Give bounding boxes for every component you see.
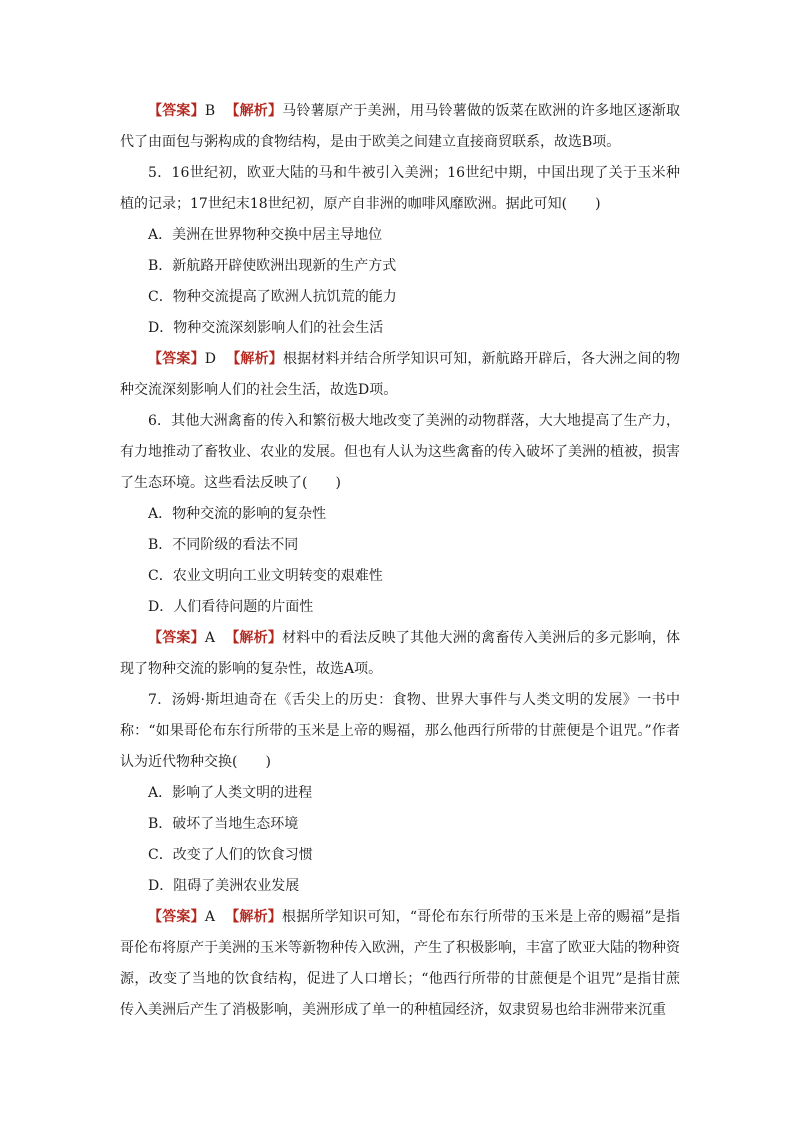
analysis-label: 【解析】 xyxy=(225,630,283,646)
answer-letter: A xyxy=(204,909,215,925)
question-option: B．新航路开辟使欧洲出现新的生产方式 xyxy=(148,258,397,274)
question-option: D．物种交流深刻影响人们的社会生活 xyxy=(148,320,384,336)
answer-label: 【答案】 xyxy=(148,909,205,925)
question-option: B．不同阶级的看法不同 xyxy=(148,537,299,553)
document-content xyxy=(120,96,680,1026)
answer-label: 【答案】 xyxy=(148,351,205,367)
answer-label: 【答案】 xyxy=(148,630,205,646)
answer-letter: D xyxy=(204,351,216,367)
answer-paragraph xyxy=(120,623,680,685)
analysis-label: 【解析】 xyxy=(225,103,283,119)
analysis-label: 【解析】 xyxy=(224,909,282,925)
question-option: C．农业文明向工业文明转变的艰难性 xyxy=(148,568,383,584)
answer-letter: A xyxy=(204,630,215,646)
question-option: B．破坏了当地生态环境 xyxy=(148,816,299,832)
answer-paragraph xyxy=(120,344,680,406)
question-option: C．物种交流提高了欧洲人抗饥荒的能力 xyxy=(148,289,397,305)
analysis-text: 根据所学知识可知，“哥伦布东行所带的玉米是上帝的赐福”是指哥伦布将原产于美洲的玉米等新物种传入欧洲，产生了积极影响，丰富了欧亚大陆的物种资源，改变了当地的饮食结构，促进了人口增长；“他西行所带的甘蔗便是个诅咒”是指甘蔗传入美洲后产生了消极影响，美洲形成了单一的种植园经济，奴隶贸易也给非洲带来沉重 xyxy=(120,909,681,1018)
question-option: D．人们看待问题的片面性 xyxy=(148,599,314,615)
question-option: C．改变了人们的饮食习惯 xyxy=(148,847,313,863)
question-stem: 5．16世纪初，欧亚大陆的马和牛被引入美洲；16世纪中期，中国出现了关于玉米种植的记录；17世纪末18世纪初，原产自非洲的咖啡风靡欧洲。据此可知( ) xyxy=(120,165,680,212)
analysis-text: 材料中的看法反映了其他大洲的禽畜传入美洲后的多元影响，体现了物种交流的影响的复杂性，故选A项。 xyxy=(120,630,680,677)
question-stem: 7．汤姆·斯坦迪奇在《舌尖上的历史：食物、世界大事件与人类文明的发展》一书中称：“如果哥伦布东行所带的玉米是上帝的赐福，那么他西行所带的甘蔗便是个诅咒。”作者认为近代物种交换( ) xyxy=(120,692,680,770)
answer-label: 【答案】 xyxy=(148,103,205,119)
analysis-text: 根据材料并结合所学知识可知，新航路开辟后，各大洲之间的物种交流深刻影响人们的社会生活，故选D项。 xyxy=(120,351,681,398)
question-option: A．物种交流的影响的复杂性 xyxy=(148,506,327,522)
analysis-text: 马铃薯原产于美洲，用马铃薯做的饭菜在欧洲的许多地区逐渐取代了由面包与粥构成的食物结构，是由于欧美之间建立直接商贸联系，故选B项。 xyxy=(120,103,681,150)
question-option: D．阻碍了美洲农业发展 xyxy=(148,878,300,894)
analysis-label: 【解析】 xyxy=(226,351,283,367)
answer-letter: B xyxy=(204,103,216,119)
question-option: A．美洲在世界物种交换中居主导地位 xyxy=(148,227,383,243)
answer-paragraph xyxy=(120,96,680,158)
question-stem: 6．其他大洲禽畜的传入和繁衍极大地改变了美洲的动物群落，大大地提高了生产力，有力地推动了畜牧业、农业的发展。但也有人认为这些禽畜的传入破坏了美洲的植被，损害了生态环境。这些看法反映了( ) xyxy=(120,413,680,491)
answer-paragraph xyxy=(120,902,680,1026)
question-option: A．影响了人类文明的进程 xyxy=(148,785,313,801)
